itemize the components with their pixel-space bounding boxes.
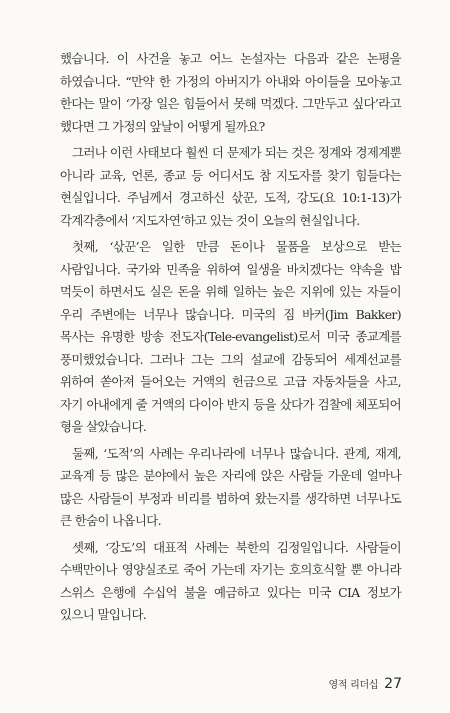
paragraph-3: 첫째, ‘삯꾼’은 일한 만큼 돈이나 물품을 보상으로 받는 사람입니다. 국가와 민족을 위하여 일생을 바치겠다는 약속을 밥 먹듯이 하면서도 실은 돈을 위해 일하는 높은 지위에 있는 자들이 우리 주변에는 너무나 많습니다. 미국의 짐 바커(Jim Bakker) 목사는 유명한 방송 전도자(Tele-evangelist)로서 미국 종교계를 풍미했었습니다. 그러나 그는 그의 설교에 감동되어 세계선교를 위하여 쏟아져 들어오는 거액의 헌금으로 고급 자동차들을 사고, 자기 아내에게 줄 거액의 다이아 반지 등을 샀다가 검찰에 체포되어 형을 살았습니다.	[60, 239, 401, 434]
paragraph-2: 그러나 이런 사태보다 훨씬 더 문제가 되는 것은 정계와 경제계뿐 아니라 교육, 언론, 종교 등 어디서도 참 지도자를 찾기 힘들다는 현실입니다. 주님께서 경고하신 삯꾼, 도적, 강도(요 10:1-13)가 각계각층에서 ‘지도자연’하고 있는 것이 오늘의 현실입니다.	[60, 145, 401, 228]
paragraph-1: 했습니다. 이 사건을 놓고 어느 논설자는 다음과 같은 논평을 하였습니다. “만약 한 가정의 아버지가 아내와 아이들을 모아놓고 한다는 말이 ‘가장 일은 힘들어서 못해 먹겠다. 그만두고 싶다’라고 했다면 그 가정의 앞날이 어떻게 될까요?	[60, 51, 401, 134]
paragraph-4: 둘째, ‘도적’의 사례는 우리나라에 너무나 많습니다. 관계, 재계, 교육계 등 많은 분야에서 높은 자리에 앉은 사람들 가운데 얼마나 많은 사람들이 부정과 비리를 범하여 왔는지를 생각하면 너무나도 큰 한숨이 나옵니다.	[60, 445, 401, 528]
paragraph-5: 셋째, ‘강도’의 대표적 사례는 북한의 김정일입니다. 사람들이 수백만이나 영양실조로 죽어 가는데 자기는 호의호식할 뿐 아니라 스위스 은행에 수십억 불을 예금하고 있다는 미국 CIA 정보가 있으니 말입니다.	[60, 539, 401, 622]
body-text	[60, 48, 401, 631]
page-number: 27	[384, 676, 402, 692]
page-footer	[328, 676, 402, 692]
running-title: 영적 리더십	[328, 680, 379, 691]
